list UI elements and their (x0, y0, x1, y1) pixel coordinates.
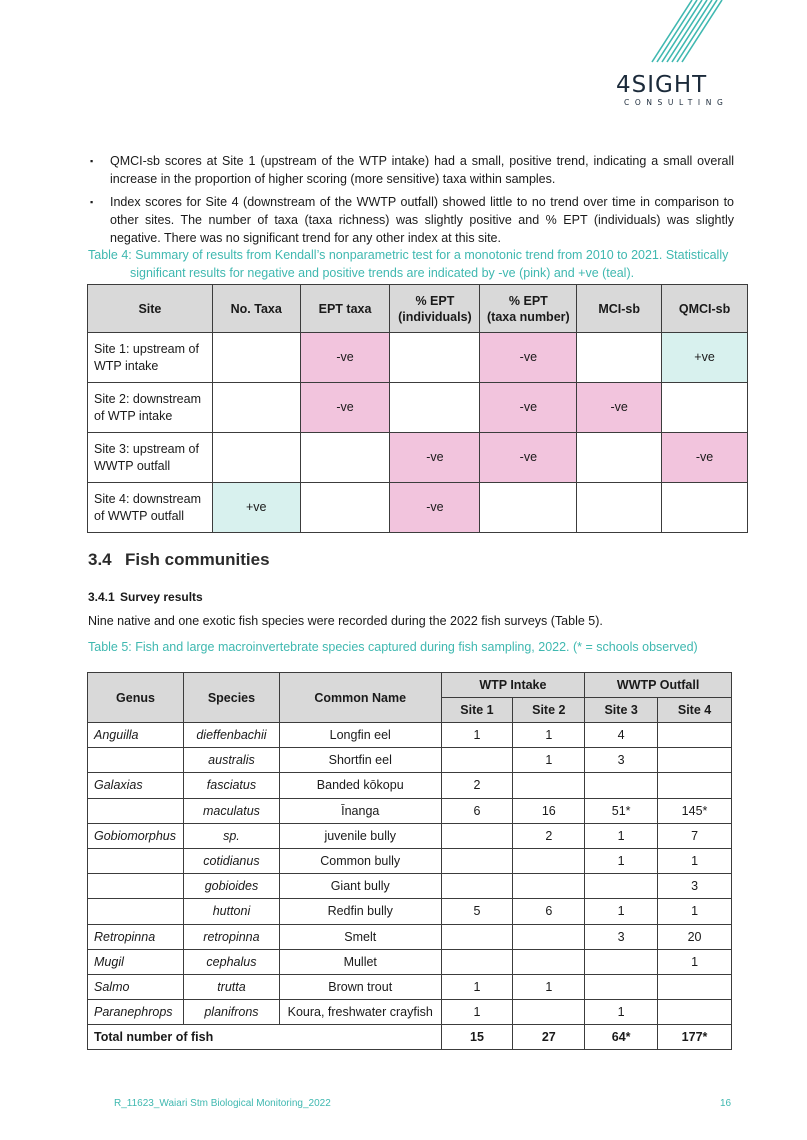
count-cell: 1 (585, 823, 658, 848)
trend-cell (577, 333, 662, 383)
table-row (88, 924, 732, 949)
body-paragraph: Nine native and one exotic fish species were recorded during the 2022 fish surveys (Table 5). (88, 614, 603, 628)
count-cell: 3 (585, 748, 658, 773)
count-cell (513, 773, 585, 798)
count-cell: 6 (441, 798, 513, 823)
trend-cell (212, 383, 300, 433)
col-header-mci: MCI-sb (577, 285, 662, 333)
common-name-cell: Common bully (279, 848, 441, 873)
table-row (88, 748, 732, 773)
count-cell (585, 974, 658, 999)
trend-cell: -ve (300, 333, 390, 383)
table-row (88, 1000, 732, 1025)
genus-cell: Retropinna (88, 924, 184, 949)
genus-cell (88, 899, 184, 924)
genus-cell: Salmo (88, 974, 184, 999)
count-cell: 6 (513, 899, 585, 924)
species-cell: australis (183, 748, 279, 773)
count-cell: 1 (585, 848, 658, 873)
count-cell: 145* (658, 798, 732, 823)
table-row (88, 949, 732, 974)
col-header-site-2: Site 2 (513, 698, 585, 723)
common-name-cell: juvenile bully (279, 823, 441, 848)
table5-caption: Table 5: Fish and large macroinvertebrate species captured during fish sampling, 2022. (* = schools observed) (88, 640, 698, 654)
trend-cell: -ve (390, 483, 480, 533)
table-row (88, 383, 748, 433)
site-cell: Site 4: downstream of WWTP outfall (88, 483, 213, 533)
count-cell (658, 1000, 732, 1025)
table-row (88, 798, 732, 823)
count-cell (513, 1000, 585, 1025)
species-cell: trutta (183, 974, 279, 999)
bullet-item: ▪ Index scores for Site 4 (downstream of the WWTP outfall) showed little to no trend over time in comparison to other sites. The number of taxa (taxa richness) was slightly positive and % EPT (individuals) was slightly negative. There was no significant trend for any other index at this site. (90, 195, 734, 245)
trend-cell (212, 433, 300, 483)
table4-caption: Table 4: Summary of results from Kendall’s nonparametric test for a monotonic trend from 2010 to 2021. Statistically significant results for negative and positive trends are indicated by -ve (pink) and +ve (teal). (88, 248, 729, 280)
table-row (88, 974, 732, 999)
count-cell (441, 848, 513, 873)
trend-cell: -ve (480, 383, 577, 433)
col-header-ept-taxa-number: % EPT (taxa number) (480, 285, 577, 333)
trend-cell: -ve (480, 433, 577, 483)
count-cell: 51* (585, 798, 658, 823)
genus-cell (88, 848, 184, 873)
count-cell: 1 (441, 1000, 513, 1025)
count-cell: 1 (658, 949, 732, 974)
col-header-ept-taxa: EPT taxa (300, 285, 390, 333)
trend-cell (662, 383, 748, 433)
col-header-common-name: Common Name (279, 673, 441, 723)
table-row (88, 433, 748, 483)
count-cell (658, 974, 732, 999)
species-cell: dieffenbachii (183, 723, 279, 748)
table-row (88, 848, 732, 873)
species-cell: cotidianus (183, 848, 279, 873)
count-cell: 1 (585, 1000, 658, 1025)
count-cell (585, 874, 658, 899)
count-cell (513, 874, 585, 899)
site-cell: Site 1: upstream of WTP intake (88, 333, 213, 383)
site-cell: Site 2: downstream of WTP intake (88, 383, 213, 433)
trend-cell (390, 383, 480, 433)
table-row (88, 773, 732, 798)
trend-cell (480, 483, 577, 533)
count-cell: 1 (658, 848, 732, 873)
count-cell (441, 823, 513, 848)
trend-cell: -ve (662, 433, 748, 483)
count-cell (585, 949, 658, 974)
count-cell: 2 (441, 773, 513, 798)
table-row (88, 823, 732, 848)
total-site-2: 27 (513, 1025, 585, 1050)
count-cell: 1 (513, 974, 585, 999)
col-header-site: Site (88, 285, 213, 333)
trend-cell (577, 483, 662, 533)
col-header-ept-individuals: % EPT (individuals) (390, 285, 480, 333)
trend-table (87, 284, 748, 533)
count-cell: 3 (658, 874, 732, 899)
genus-cell (88, 798, 184, 823)
species-cell: cephalus (183, 949, 279, 974)
genus-cell: Mugil (88, 949, 184, 974)
brand-name: 4SIGHT (616, 72, 708, 98)
count-cell (513, 949, 585, 974)
count-cell (513, 924, 585, 949)
trend-cell (300, 433, 390, 483)
trend-cell: -ve (480, 333, 577, 383)
count-cell (585, 773, 658, 798)
trend-cell (390, 333, 480, 383)
trend-cell (212, 333, 300, 383)
brand-subtitle: CONSULTING (624, 98, 729, 107)
species-cell: planifrons (183, 1000, 279, 1025)
table-row (88, 899, 732, 924)
count-cell: 1 (513, 723, 585, 748)
bullet-square-icon: ▪ (90, 156, 94, 166)
common-name-cell: Brown trout (279, 974, 441, 999)
footer-page-number: 16 (720, 1098, 732, 1109)
trend-cell: -ve (390, 433, 480, 483)
col-header-site-4: Site 4 (658, 698, 732, 723)
count-cell (441, 874, 513, 899)
common-name-cell: Shortfin eel (279, 748, 441, 773)
count-cell (513, 848, 585, 873)
trend-cell: +ve (662, 333, 748, 383)
common-name-cell: Mullet (279, 949, 441, 974)
count-cell (658, 723, 732, 748)
total-site-1: 15 (441, 1025, 513, 1050)
count-cell: 1 (441, 723, 513, 748)
section-heading: 3.4 Fish communities (88, 550, 270, 569)
fish-species-table (87, 672, 732, 1050)
common-name-cell: Smelt (279, 924, 441, 949)
trend-cell (300, 483, 390, 533)
footer-document-id: R_11623_Waiari Stm Biological Monitoring_2022 (114, 1098, 331, 1109)
col-header-qmci: QMCI-sb (662, 285, 748, 333)
count-cell (441, 924, 513, 949)
count-cell: 1 (658, 899, 732, 924)
common-name-cell: Giant bully (279, 874, 441, 899)
col-header-species: Species (183, 673, 279, 723)
count-cell (658, 748, 732, 773)
species-cell: maculatus (183, 798, 279, 823)
table-header-row (88, 673, 732, 698)
species-cell: gobioides (183, 874, 279, 899)
total-site-3: 64* (585, 1025, 658, 1050)
common-name-cell: Koura, freshwater crayfish (279, 1000, 441, 1025)
total-label: Total number of fish (88, 1025, 442, 1050)
count-cell (658, 773, 732, 798)
count-cell: 7 (658, 823, 732, 848)
common-name-cell: Redfin bully (279, 899, 441, 924)
common-name-cell: Banded kōkopu (279, 773, 441, 798)
count-cell: 20 (658, 924, 732, 949)
count-cell: 2 (513, 823, 585, 848)
count-cell (441, 949, 513, 974)
total-row (88, 1025, 732, 1050)
bullet-list (88, 152, 734, 252)
col-group-wtp-intake: WTP Intake (441, 673, 585, 698)
species-cell: sp. (183, 823, 279, 848)
trend-cell: -ve (577, 383, 662, 433)
table-row (88, 333, 748, 383)
count-cell: 5 (441, 899, 513, 924)
trend-cell: -ve (300, 383, 390, 433)
bullet-square-icon: ▪ (90, 197, 94, 207)
common-name-cell: Longfin eel (279, 723, 441, 748)
table-row (88, 874, 732, 899)
table-body (88, 723, 732, 1025)
count-cell: 1 (585, 899, 658, 924)
col-header-site-3: Site 3 (585, 698, 658, 723)
species-cell: retropinna (183, 924, 279, 949)
col-header-genus: Genus (88, 673, 184, 723)
site-cell: Site 3: upstream of WWTP outfall (88, 433, 213, 483)
genus-cell: Anguilla (88, 723, 184, 748)
col-group-wwtp-outfall: WWTP Outfall (585, 673, 732, 698)
table-row (88, 723, 732, 748)
trend-cell (662, 483, 748, 533)
count-cell: 16 (513, 798, 585, 823)
count-cell: 4 (585, 723, 658, 748)
species-cell: huttoni (183, 899, 279, 924)
col-header-site-1: Site 1 (441, 698, 513, 723)
col-header-no-taxa: No. Taxa (212, 285, 300, 333)
trend-cell (577, 433, 662, 483)
table-row (88, 483, 748, 533)
subsection-heading: 3.4.1 Survey results (88, 590, 203, 604)
bullet-item: ▪ QMCI-sb scores at Site 1 (upstream of the WTP intake) had a small, positive trend, indicating a small overall increase in the proportion of higher scoring (more sensitive) taxa within samples. (90, 154, 734, 186)
count-cell: 1 (441, 974, 513, 999)
count-cell: 3 (585, 924, 658, 949)
genus-cell: Paranephrops (88, 1000, 184, 1025)
trend-cell: +ve (212, 483, 300, 533)
count-cell (441, 748, 513, 773)
genus-cell (88, 748, 184, 773)
genus-cell: Galaxias (88, 773, 184, 798)
table-header-row (88, 285, 748, 333)
common-name-cell: Īnanga (279, 798, 441, 823)
species-cell: fasciatus (183, 773, 279, 798)
genus-cell: Gobiomorphus (88, 823, 184, 848)
total-site-4: 177* (658, 1025, 732, 1050)
count-cell: 1 (513, 748, 585, 773)
genus-cell (88, 874, 184, 899)
